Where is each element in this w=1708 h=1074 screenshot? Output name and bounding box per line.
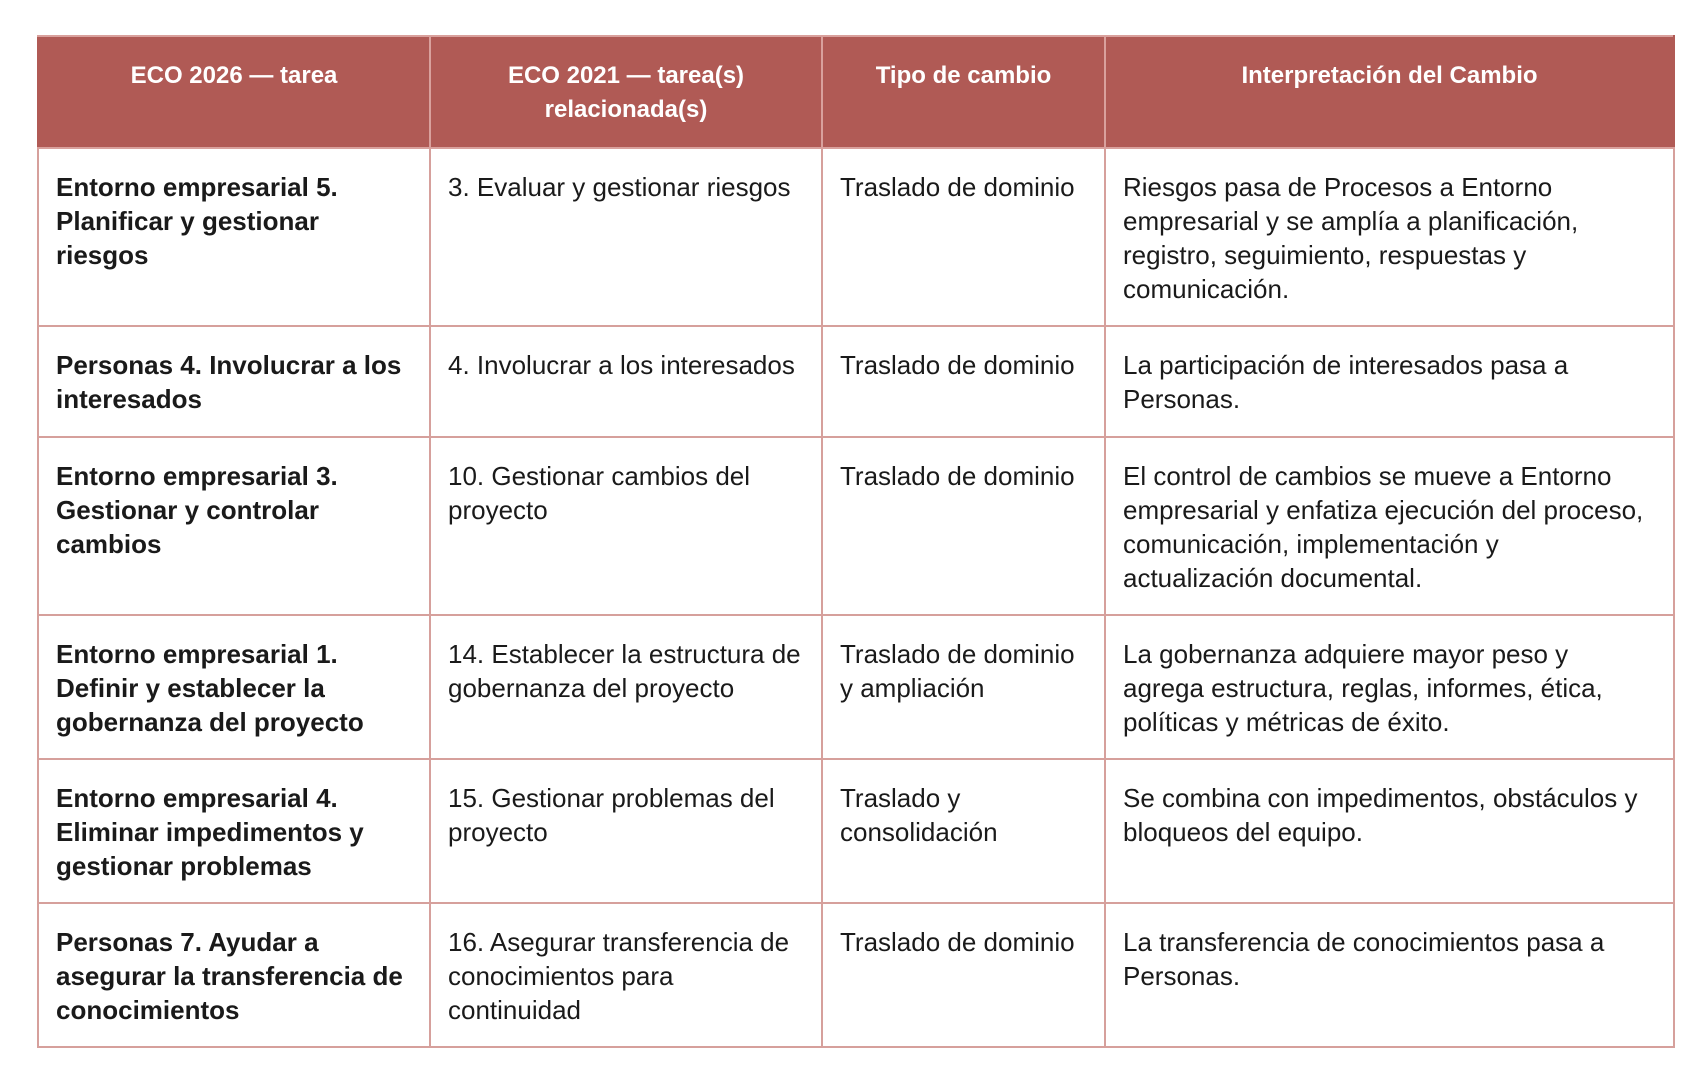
table-row — [38, 437, 1674, 615]
cell-eco2021: 15. Gestionar problemas del proyecto — [430, 759, 822, 903]
header-eco2026: ECO 2026 — tarea — [38, 36, 430, 148]
table-row — [38, 759, 1674, 903]
eco-comparison-table — [37, 35, 1675, 1048]
cell-eco2026: Personas 4. Involucrar a los interesados — [38, 326, 430, 437]
cell-interpretacion: Se combina con impedimentos, obstáculos y bloqueos del equipo. — [1105, 759, 1674, 903]
table-row — [38, 903, 1674, 1047]
cell-eco2026: Entorno empresarial 1. Definir y establecer la gobernanza del proyecto — [38, 615, 430, 759]
table-header — [38, 36, 1674, 148]
header-tipo-cambio: Tipo de cambio — [822, 36, 1105, 148]
cell-eco2021: 3. Evaluar y gestionar riesgos — [430, 148, 822, 326]
cell-tipo: Traslado de dominio y ampliación — [822, 615, 1105, 759]
cell-eco2021: 10. Gestionar cambios del proyecto — [430, 437, 822, 615]
header-interpretacion: Interpretación del Cambio — [1105, 36, 1674, 148]
cell-eco2021: 14. Establecer la estructura de gobernanza del proyecto — [430, 615, 822, 759]
header-eco2021: ECO 2021 — tarea(s) relacionada(s) — [430, 36, 822, 148]
cell-eco2021: 4. Involucrar a los interesados — [430, 326, 822, 437]
cell-interpretacion: Riesgos pasa de Procesos a Entorno empresarial y se amplía a planificación, registro, seguimiento, respuestas y comunicación. — [1105, 148, 1674, 326]
cell-eco2026: Personas 7. Ayudar a asegurar la transferencia de conocimientos — [38, 903, 430, 1047]
cell-interpretacion: La gobernanza adquiere mayor peso y agrega estructura, reglas, informes, ética, políticas y métricas de éxito. — [1105, 615, 1674, 759]
comparison-table-container — [37, 35, 1673, 1048]
cell-tipo: Traslado de dominio — [822, 148, 1105, 326]
cell-interpretacion: El control de cambios se mueve a Entorno empresarial y enfatiza ejecución del proceso, comunicación, implementación y actualización documental. — [1105, 437, 1674, 615]
table-row — [38, 615, 1674, 759]
table-body — [38, 148, 1674, 1047]
cell-tipo: Traslado de dominio — [822, 326, 1105, 437]
cell-tipo: Traslado de dominio — [822, 903, 1105, 1047]
cell-tipo: Traslado y consolidación — [822, 759, 1105, 903]
cell-interpretacion: La participación de interesados pasa a Personas. — [1105, 326, 1674, 437]
table-row — [38, 148, 1674, 326]
cell-eco2026: Entorno empresarial 5. Planificar y gestionar riesgos — [38, 148, 430, 326]
cell-interpretacion: La transferencia de conocimientos pasa a Personas. — [1105, 903, 1674, 1047]
cell-tipo: Traslado de dominio — [822, 437, 1105, 615]
cell-eco2021: 16. Asegurar transferencia de conocimientos para continuidad — [430, 903, 822, 1047]
cell-eco2026: Entorno empresarial 4. Eliminar impedimentos y gestionar problemas — [38, 759, 430, 903]
header-row — [38, 36, 1674, 148]
cell-eco2026: Entorno empresarial 3. Gestionar y controlar cambios — [38, 437, 430, 615]
table-row — [38, 326, 1674, 437]
